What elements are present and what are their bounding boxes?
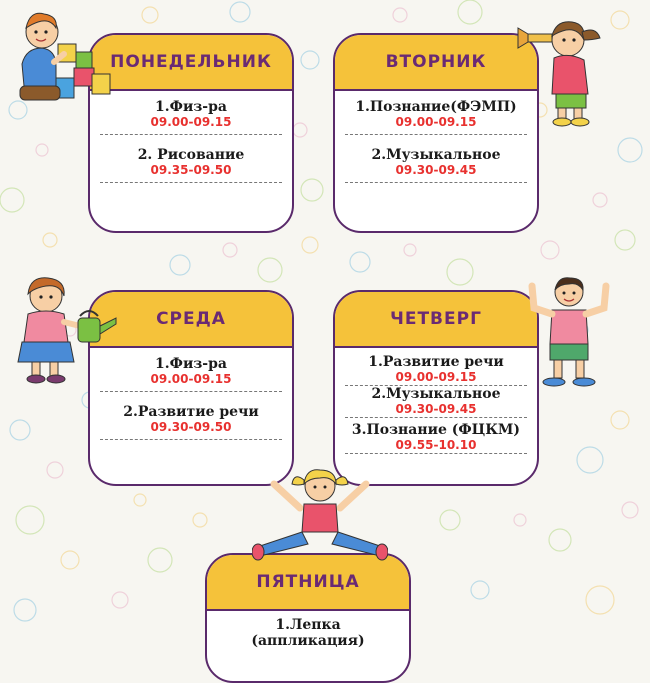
day-title: ПОНЕДЕЛЬНИК <box>90 35 292 91</box>
lesson-item <box>90 91 292 135</box>
boy-with-blocks-icon <box>14 4 114 108</box>
lesson-time: 09.30-09.50 <box>150 420 232 434</box>
lesson-name: (аппликация) <box>251 633 365 649</box>
lesson-time: 09.55-10.10 <box>395 438 477 452</box>
day-title: ВТОРНИК <box>335 35 537 91</box>
day-card-friday <box>205 553 411 683</box>
lesson-item <box>207 611 409 649</box>
lesson-time: 09.00-09.15 <box>395 115 477 129</box>
boy-flexing-icon <box>524 274 614 392</box>
lesson-name: 1.Лепка <box>275 617 341 633</box>
lesson-item <box>335 91 537 135</box>
day-card-monday <box>88 33 294 233</box>
day-title: ЧЕТВЕРГ <box>335 292 537 348</box>
lesson-item <box>90 135 292 183</box>
lesson-name: 2. Рисование <box>137 147 245 163</box>
lesson-item <box>90 392 292 440</box>
lesson-item <box>335 418 537 454</box>
lesson-item <box>335 135 537 183</box>
day-card-tuesday <box>333 33 539 233</box>
girl-with-trumpet-icon <box>516 12 606 128</box>
lesson-name: 2.Развитие речи <box>123 404 259 420</box>
lesson-name: 2.Музыкальное <box>371 386 501 402</box>
lesson-time: 09.00-09.15 <box>395 370 477 384</box>
lesson-item <box>335 348 537 386</box>
lesson-item <box>335 386 537 418</box>
divider <box>345 453 527 454</box>
lesson-time: 09.30-09.45 <box>395 163 477 177</box>
lesson-name: 1.Физ-ра <box>155 356 227 372</box>
lesson-name: 1.Развитие речи <box>368 354 504 370</box>
lesson-item <box>90 348 292 392</box>
divider <box>100 439 282 440</box>
lesson-name: 1.Познание(ФЭМП) <box>355 99 517 115</box>
divider <box>345 182 527 183</box>
day-title: СРЕДА <box>90 292 292 348</box>
lesson-time: 09.00-09.15 <box>150 115 232 129</box>
girl-doing-splits-icon <box>252 466 388 562</box>
lesson-time: 09.30-09.45 <box>395 402 477 416</box>
girl-with-watering-can-icon <box>16 272 120 392</box>
lesson-name: 1.Физ-ра <box>155 99 227 115</box>
divider <box>100 182 282 183</box>
day-card-thursday <box>333 290 539 486</box>
lesson-time: 09.35-09.50 <box>150 163 232 177</box>
lesson-name: 2.Музыкальное <box>371 147 501 163</box>
lesson-time: 09.00-09.15 <box>150 372 232 386</box>
lesson-name: 3.Познание (ФЦКМ) <box>351 422 521 438</box>
day-title: ПЯТНИЦА <box>207 555 409 611</box>
